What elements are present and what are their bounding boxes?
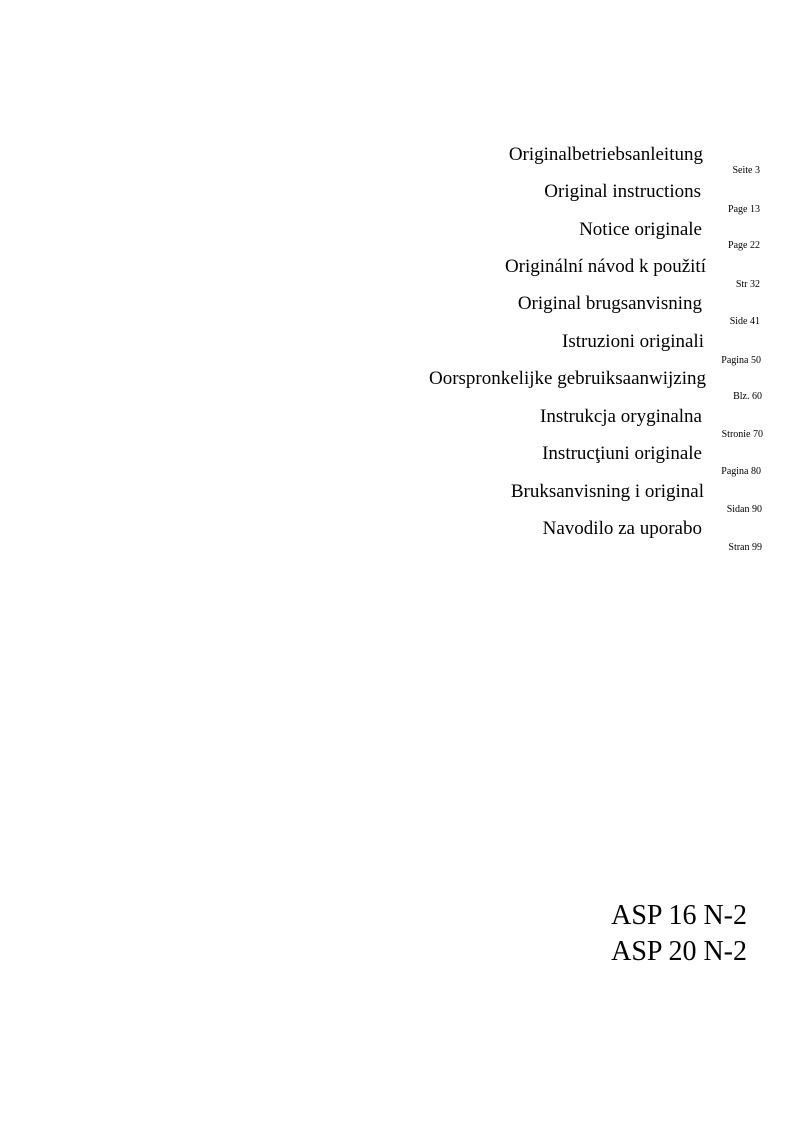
model-name: ASP 16 N-2	[611, 900, 747, 931]
toc-title-pl: Instrukcja oryginalna	[540, 406, 702, 427]
toc-page-ro: Pagina 80	[721, 466, 761, 477]
toc-page-it: Pagina 50	[721, 355, 761, 366]
toc-page-en: Page 13	[728, 204, 760, 215]
toc-title-sl: Navodilo za uporabo	[542, 518, 702, 539]
toc-title-en: Original instructions	[544, 181, 701, 202]
toc-title-fr: Notice originale	[579, 219, 702, 240]
toc-page-nl: Blz. 60	[733, 391, 762, 402]
toc-page-sl: Stran 99	[728, 542, 762, 553]
toc-title-ro: Instrucţiuni originale	[542, 443, 702, 464]
toc-page-fr: Page 22	[728, 240, 760, 251]
model-designations	[611, 898, 747, 970]
toc-page-sv: Sidan 90	[726, 504, 762, 515]
toc-page-de: Seite 3	[732, 165, 760, 176]
toc-title-cs: Originální návod k použití	[504, 256, 706, 277]
toc-title-it: Istruzioni originali	[562, 331, 704, 352]
toc-title-de: Originalbetriebsanleitung	[508, 144, 703, 165]
toc-page-pl: Stronie 70	[721, 429, 763, 440]
model-name: ASP 20 N-2	[611, 936, 747, 967]
toc-page-da: Side 41	[729, 316, 760, 327]
toc-title-nl: Oorspronkelijke gebruiksaanwijzing	[428, 368, 706, 389]
toc-title-sv: Bruksanvisning i original	[510, 481, 704, 502]
toc-page-cs: Str 32	[735, 279, 760, 290]
toc-title-da: Original brugsanvisning	[517, 293, 702, 314]
